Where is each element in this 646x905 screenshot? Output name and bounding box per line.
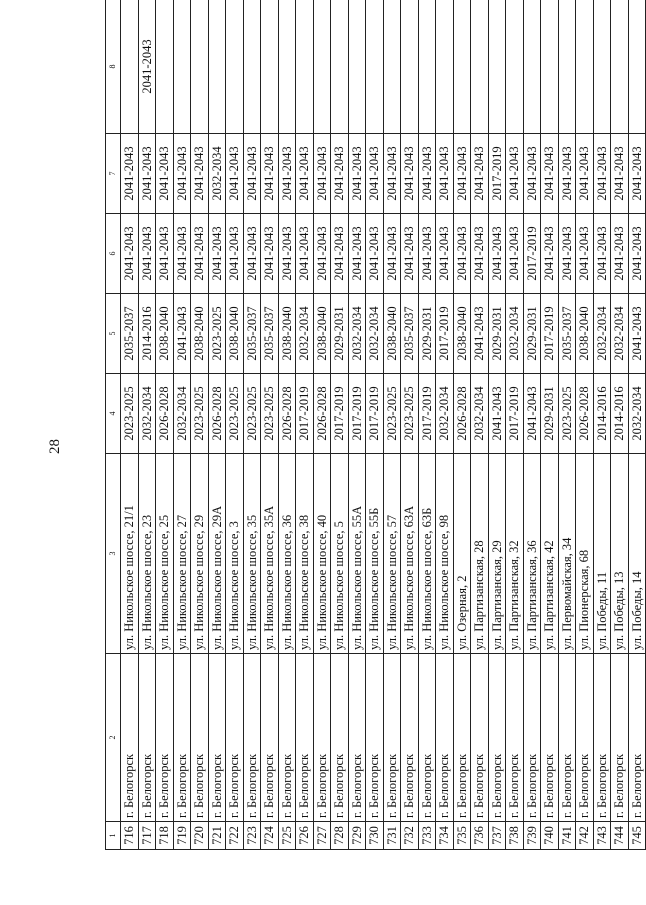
city-cell: г. Белогорск — [261, 654, 279, 822]
period-col5: 2035-2037 — [401, 294, 419, 374]
period-col7: 2041-2043 — [138, 134, 156, 214]
table-row — [348, 0, 366, 850]
period-col5: 2032-2034 — [348, 294, 366, 374]
table-row — [541, 0, 559, 850]
period-col7: 2041-2043 — [593, 134, 611, 214]
address-cell: ул. Победы, 13 — [611, 454, 629, 654]
table-row — [296, 0, 314, 850]
address-cell: ул. Никольское шоссе, 63Б — [418, 454, 436, 654]
period-col4: 2023-2025 — [226, 374, 244, 454]
row-number: 722 — [226, 822, 244, 850]
row-number: 743 — [593, 822, 611, 850]
period-col4: 2023-2025 — [261, 374, 279, 454]
period-col4: 2017-2019 — [331, 374, 349, 454]
row-number: 733 — [418, 822, 436, 850]
period-col8 — [541, 0, 559, 134]
city-cell: г. Белогорск — [418, 654, 436, 822]
city-cell: г. Белогорск — [611, 654, 629, 822]
period-col7: 2017-2019 — [488, 134, 506, 214]
period-col4: 2032-2034 — [138, 374, 156, 454]
period-col6: 2041-2043 — [296, 214, 314, 294]
period-col5: 2038-2040 — [453, 294, 471, 374]
address-cell: ул. Никольское шоссе, 27 — [173, 454, 191, 654]
row-number: 724 — [261, 822, 279, 850]
column-header: 6 — [106, 214, 121, 294]
address-cell: ул. Партизанская, 28 — [471, 454, 489, 654]
row-number: 738 — [506, 822, 524, 850]
city-cell: г. Белогорск — [138, 654, 156, 822]
address-cell: ул. Никольское шоссе, 21/1 — [121, 454, 139, 654]
period-col6: 2041-2043 — [628, 214, 646, 294]
period-col4: 2023-2025 — [191, 374, 209, 454]
period-col7: 2041-2043 — [173, 134, 191, 214]
table-row — [366, 0, 384, 850]
period-col5: 2041-2043 — [628, 294, 646, 374]
city-cell: г. Белогорск — [593, 654, 611, 822]
table-row — [506, 0, 524, 850]
address-cell: ул. Никольское шоссе, 3 — [226, 454, 244, 654]
row-number: 726 — [296, 822, 314, 850]
period-col4: 2026-2028 — [278, 374, 296, 454]
city-cell: г. Белогорск — [383, 654, 401, 822]
address-cell: ул. Никольское шоссе, 98 — [436, 454, 454, 654]
period-col6: 2041-2043 — [541, 214, 559, 294]
column-header: 5 — [106, 294, 121, 374]
period-col4: 2017-2019 — [348, 374, 366, 454]
period-col8 — [576, 0, 594, 134]
period-col7: 2041-2043 — [576, 134, 594, 214]
row-number: 739 — [523, 822, 541, 850]
period-col5: 2023-2025 — [208, 294, 226, 374]
period-col8 — [471, 0, 489, 134]
row-number: 716 — [121, 822, 139, 850]
city-cell: г. Белогорск — [313, 654, 331, 822]
period-col8 — [593, 0, 611, 134]
period-col5: 2035-2037 — [261, 294, 279, 374]
row-number: 729 — [348, 822, 366, 850]
period-col6: 2041-2043 — [226, 214, 244, 294]
city-cell: г. Белогорск — [348, 654, 366, 822]
address-cell: ул. Никольское шоссе, 5 — [331, 454, 349, 654]
period-col7: 2041-2043 — [436, 134, 454, 214]
period-col4: 2017-2019 — [366, 374, 384, 454]
period-col4: 2029-2031 — [541, 374, 559, 454]
column-header: 1 — [106, 822, 121, 850]
city-cell: г. Белогорск — [243, 654, 261, 822]
period-col8 — [156, 0, 174, 134]
period-col4: 2023-2025 — [121, 374, 139, 454]
row-number: 736 — [471, 822, 489, 850]
row-number: 744 — [611, 822, 629, 850]
period-col5: 2041-2043 — [471, 294, 489, 374]
address-cell: ул. Партизанская, 36 — [523, 454, 541, 654]
table-row — [331, 0, 349, 850]
period-col7: 2041-2043 — [506, 134, 524, 214]
table-row — [156, 0, 174, 850]
period-col4: 2023-2025 — [558, 374, 576, 454]
table-row — [121, 0, 139, 850]
city-cell: г. Белогорск — [191, 654, 209, 822]
city-cell: г. Белогорск — [628, 654, 646, 822]
period-col6: 2041-2043 — [401, 214, 419, 294]
page-number: 28 — [47, 439, 63, 454]
period-col4: 2023-2025 — [243, 374, 261, 454]
period-col8 — [226, 0, 244, 134]
address-cell: ул. Никольское шоссе, 35 — [243, 454, 261, 654]
row-number: 723 — [243, 822, 261, 850]
column-header: 7 — [106, 134, 121, 214]
period-col5: 2032-2034 — [506, 294, 524, 374]
city-cell: г. Белогорск — [208, 654, 226, 822]
city-cell: г. Белогорск — [278, 654, 296, 822]
city-cell: г. Белогорск — [401, 654, 419, 822]
period-col5: 2038-2040 — [313, 294, 331, 374]
period-col6: 2041-2043 — [313, 214, 331, 294]
period-col5: 2038-2040 — [278, 294, 296, 374]
row-number: 732 — [401, 822, 419, 850]
city-cell: г. Белогорск — [156, 654, 174, 822]
period-col4: 2026-2028 — [208, 374, 226, 454]
city-cell: г. Белогорск — [576, 654, 594, 822]
period-col5: 2038-2040 — [191, 294, 209, 374]
row-number: 719 — [173, 822, 191, 850]
period-col4: 2032-2034 — [436, 374, 454, 454]
period-col8 — [628, 0, 646, 134]
table-row — [191, 0, 209, 850]
table-row — [173, 0, 191, 850]
period-col5: 2035-2037 — [243, 294, 261, 374]
period-col8 — [313, 0, 331, 134]
city-cell: г. Белогорск — [523, 654, 541, 822]
period-col4: 2014-2016 — [611, 374, 629, 454]
period-col7: 2041-2043 — [453, 134, 471, 214]
period-col8: 2041-2043 — [138, 0, 156, 134]
city-cell: г. Белогорск — [436, 654, 454, 822]
row-number: 718 — [156, 822, 174, 850]
period-col6: 2041-2043 — [611, 214, 629, 294]
period-col8 — [611, 0, 629, 134]
row-number: 720 — [191, 822, 209, 850]
period-col5: 2029-2031 — [523, 294, 541, 374]
address-cell: ул. Никольское шоссе, 23 — [138, 454, 156, 654]
period-col8 — [418, 0, 436, 134]
period-col7: 2041-2043 — [296, 134, 314, 214]
period-col7: 2041-2043 — [278, 134, 296, 214]
period-col6: 2041-2043 — [593, 214, 611, 294]
period-col6: 2041-2043 — [383, 214, 401, 294]
period-col7: 2041-2043 — [366, 134, 384, 214]
table-row — [576, 0, 594, 850]
period-col5: 2017-2019 — [436, 294, 454, 374]
address-cell: ул. Никольское шоссе, 29А — [208, 454, 226, 654]
period-col6: 2041-2043 — [261, 214, 279, 294]
period-col6: 2041-2043 — [506, 214, 524, 294]
period-col6: 2041-2043 — [558, 214, 576, 294]
period-col5: 2014-2016 — [138, 294, 156, 374]
period-col7: 2041-2043 — [628, 134, 646, 214]
period-col7: 2041-2043 — [611, 134, 629, 214]
address-cell: ул. Никольское шоссе, 25 — [156, 454, 174, 654]
table-row — [558, 0, 576, 850]
table-row — [226, 0, 244, 850]
period-col8 — [488, 0, 506, 134]
row-number: 730 — [366, 822, 384, 850]
period-col6: 2017-2019 — [523, 214, 541, 294]
row-number: 741 — [558, 822, 576, 850]
period-col8 — [383, 0, 401, 134]
period-col5: 2038-2040 — [576, 294, 594, 374]
column-header: 3 — [106, 454, 121, 654]
table-row — [453, 0, 471, 850]
table-row — [243, 0, 261, 850]
table-row — [383, 0, 401, 850]
period-col7: 2041-2043 — [418, 134, 436, 214]
address-cell: ул. Никольское шоссе, 57 — [383, 454, 401, 654]
period-col5: 2038-2040 — [156, 294, 174, 374]
row-number: 734 — [436, 822, 454, 850]
table-row — [593, 0, 611, 850]
period-col6: 2041-2043 — [348, 214, 366, 294]
period-col7: 2041-2043 — [331, 134, 349, 214]
period-col6: 2041-2043 — [208, 214, 226, 294]
period-col7: 2041-2043 — [121, 134, 139, 214]
period-col5: 2032-2034 — [366, 294, 384, 374]
period-col6: 2041-2043 — [278, 214, 296, 294]
row-number: 735 — [453, 822, 471, 850]
period-col5: 2035-2037 — [558, 294, 576, 374]
table-row — [401, 0, 419, 850]
period-col7: 2041-2043 — [191, 134, 209, 214]
period-col8 — [506, 0, 524, 134]
period-col4: 2023-2025 — [383, 374, 401, 454]
period-col8 — [401, 0, 419, 134]
period-col4: 2041-2043 — [523, 374, 541, 454]
address-cell: ул. Никольское шоссе, 35А — [261, 454, 279, 654]
row-number: 725 — [278, 822, 296, 850]
address-cell: ул. Никольское шоссе, 36 — [278, 454, 296, 654]
period-col5: 2029-2031 — [418, 294, 436, 374]
period-col8 — [436, 0, 454, 134]
period-col6: 2041-2043 — [366, 214, 384, 294]
table-row — [261, 0, 279, 850]
period-col4: 2026-2028 — [156, 374, 174, 454]
city-cell: г. Белогорск — [173, 654, 191, 822]
period-col8 — [121, 0, 139, 134]
period-col4: 2023-2025 — [401, 374, 419, 454]
period-col5: 2032-2034 — [296, 294, 314, 374]
table-row — [611, 0, 629, 850]
period-col7: 2041-2043 — [261, 134, 279, 214]
city-cell: г. Белогорск — [296, 654, 314, 822]
period-col7: 2041-2043 — [156, 134, 174, 214]
address-cell: ул. Озерная, 2 — [453, 454, 471, 654]
period-col4: 2041-2043 — [488, 374, 506, 454]
period-col6: 2041-2043 — [453, 214, 471, 294]
period-col8 — [331, 0, 349, 134]
column-number-row — [106, 0, 121, 850]
period-col4: 2032-2034 — [173, 374, 191, 454]
row-number: 717 — [138, 822, 156, 850]
city-cell: г. Белогорск — [366, 654, 384, 822]
period-col8 — [261, 0, 279, 134]
period-col8 — [173, 0, 191, 134]
period-col5: 2032-2034 — [611, 294, 629, 374]
period-col4: 2026-2028 — [313, 374, 331, 454]
period-col8 — [558, 0, 576, 134]
period-col4: 2026-2028 — [453, 374, 471, 454]
period-col6: 2041-2043 — [436, 214, 454, 294]
period-col6: 2041-2043 — [418, 214, 436, 294]
period-col5: 2032-2034 — [593, 294, 611, 374]
address-cell: ул. Никольское шоссе, 38 — [296, 454, 314, 654]
period-col8 — [453, 0, 471, 134]
period-col7: 2032-2034 — [208, 134, 226, 214]
address-cell: ул. Никольское шоссе, 63А — [401, 454, 419, 654]
city-cell: г. Белогорск — [471, 654, 489, 822]
period-col7: 2041-2043 — [401, 134, 419, 214]
period-col8 — [191, 0, 209, 134]
city-cell: г. Белогорск — [506, 654, 524, 822]
period-col8 — [243, 0, 261, 134]
table-row — [488, 0, 506, 850]
rotated-table-wrapper — [105, 0, 646, 850]
period-col5: 2035-2037 — [121, 294, 139, 374]
address-cell: ул. Партизанская, 32 — [506, 454, 524, 654]
period-col7: 2041-2043 — [243, 134, 261, 214]
period-col6: 2041-2043 — [191, 214, 209, 294]
period-col6: 2041-2043 — [471, 214, 489, 294]
city-cell: г. Белогорск — [488, 654, 506, 822]
period-col4: 2014-2016 — [593, 374, 611, 454]
address-cell: ул. Партизанская, 29 — [488, 454, 506, 654]
row-number: 721 — [208, 822, 226, 850]
period-col4: 2017-2019 — [296, 374, 314, 454]
city-cell: г. Белогорск — [453, 654, 471, 822]
address-cell: ул. Никольское шоссе, 55А — [348, 454, 366, 654]
address-cell: ул. Первомайская, 34 — [558, 454, 576, 654]
period-col6: 2041-2043 — [243, 214, 261, 294]
period-col6: 2041-2043 — [121, 214, 139, 294]
period-col6: 2041-2043 — [138, 214, 156, 294]
period-col8 — [278, 0, 296, 134]
period-col4: 2032-2034 — [628, 374, 646, 454]
address-cell: ул. Партизанская, 42 — [541, 454, 559, 654]
city-cell: г. Белогорск — [558, 654, 576, 822]
address-cell: ул. Победы, 11 — [593, 454, 611, 654]
row-number: 728 — [331, 822, 349, 850]
period-col6: 2041-2043 — [331, 214, 349, 294]
row-number: 737 — [488, 822, 506, 850]
period-col7: 2041-2043 — [523, 134, 541, 214]
address-cell: ул. Никольское шоссе, 29 — [191, 454, 209, 654]
period-col4: 2026-2028 — [576, 374, 594, 454]
row-number: 731 — [383, 822, 401, 850]
row-number: 745 — [628, 822, 646, 850]
table-row — [436, 0, 454, 850]
period-col4: 2032-2034 — [471, 374, 489, 454]
row-number: 727 — [313, 822, 331, 850]
city-cell: г. Белогорск — [331, 654, 349, 822]
table-row — [278, 0, 296, 850]
address-cell: ул. Никольское шоссе, 55Б — [366, 454, 384, 654]
address-cell: ул. Никольское шоссе, 40 — [313, 454, 331, 654]
period-col7: 2041-2043 — [383, 134, 401, 214]
period-col6: 2041-2043 — [173, 214, 191, 294]
period-col7: 2041-2043 — [348, 134, 366, 214]
table-row — [208, 0, 226, 850]
repair-schedule-table — [105, 0, 646, 850]
period-col5: 2029-2031 — [488, 294, 506, 374]
period-col8 — [208, 0, 226, 134]
address-cell: ул. Пионерская, 68 — [576, 454, 594, 654]
table-row — [313, 0, 331, 850]
period-col7: 2041-2043 — [226, 134, 244, 214]
period-col5: 2038-2040 — [383, 294, 401, 374]
city-cell: г. Белогорск — [226, 654, 244, 822]
period-col6: 2041-2043 — [156, 214, 174, 294]
period-col5: 2038-2040 — [226, 294, 244, 374]
city-cell: г. Белогорск — [541, 654, 559, 822]
period-col6: 2041-2043 — [576, 214, 594, 294]
column-header: 8 — [106, 0, 121, 134]
address-cell: ул. Победы, 14 — [628, 454, 646, 654]
table-row — [523, 0, 541, 850]
column-header: 4 — [106, 374, 121, 454]
period-col8 — [523, 0, 541, 134]
city-cell: г. Белогорск — [121, 654, 139, 822]
period-col8 — [296, 0, 314, 134]
table-row — [471, 0, 489, 850]
period-col7: 2041-2043 — [558, 134, 576, 214]
table-row — [418, 0, 436, 850]
period-col8 — [348, 0, 366, 134]
table-row — [138, 0, 156, 850]
period-col8 — [366, 0, 384, 134]
period-col7: 2041-2043 — [471, 134, 489, 214]
period-col7: 2041-2043 — [313, 134, 331, 214]
row-number: 742 — [576, 822, 594, 850]
period-col4: 2017-2019 — [418, 374, 436, 454]
table-row — [628, 0, 646, 850]
column-header: 2 — [106, 654, 121, 822]
period-col4: 2017-2019 — [506, 374, 524, 454]
period-col5: 2041-2043 — [173, 294, 191, 374]
row-number: 740 — [541, 822, 559, 850]
period-col5: 2029-2031 — [331, 294, 349, 374]
period-col6: 2041-2043 — [488, 214, 506, 294]
period-col7: 2041-2043 — [541, 134, 559, 214]
period-col5: 2017-2019 — [541, 294, 559, 374]
